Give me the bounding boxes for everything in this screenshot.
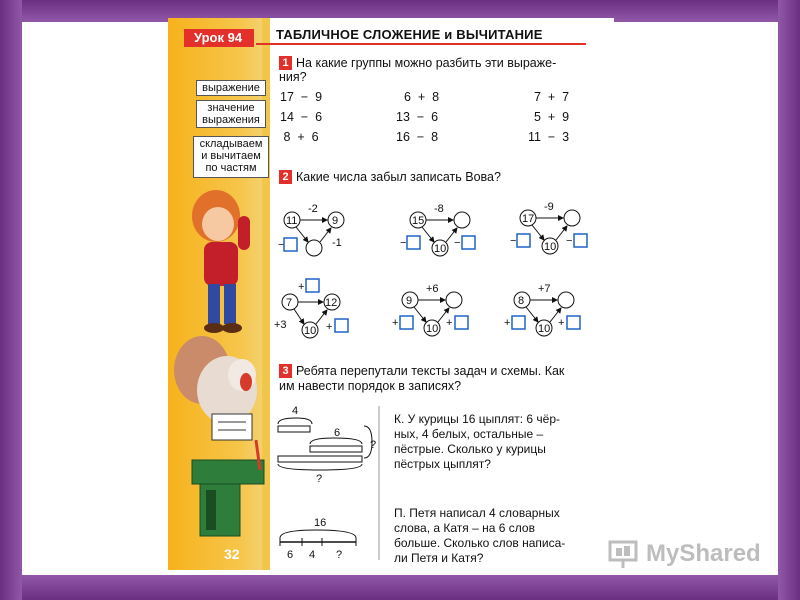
d6-right-box[interactable] [567, 316, 580, 329]
d1-start: 11 [286, 215, 298, 227]
schema2-total: 16 [314, 517, 327, 529]
legend-value [196, 100, 266, 128]
expr-3-3: 11 − 3 [528, 130, 570, 144]
d4-right: + [326, 321, 333, 333]
expr-3-1: 8 + 6 [280, 130, 319, 144]
diagram-1 [278, 203, 344, 256]
watermark-text: MyShared [646, 540, 761, 567]
d4-left: +3 [274, 319, 287, 331]
d4-end: 12 [325, 297, 338, 309]
task2-number: 2 [279, 170, 292, 184]
schema1-side: ? [370, 439, 377, 451]
expr-1-3: 7 + 7 [534, 90, 570, 104]
d2-left-box[interactable] [407, 236, 420, 249]
d1-end: 9 [332, 215, 339, 227]
task2-diagrams [270, 190, 610, 350]
slide-frame-bottom [0, 575, 800, 600]
task3-question-line2: им навести порядок в записях? [279, 379, 462, 393]
d5-left-box[interactable] [400, 316, 413, 329]
problem-p-line1: П. Петя написал 4 словарных [394, 506, 560, 520]
diagram-5 [392, 283, 468, 336]
diagram-3 [510, 201, 587, 254]
expr-1-1: 17 − 9 [280, 90, 323, 104]
task1-number: 1 [279, 56, 292, 70]
schema-1 [278, 405, 376, 485]
lesson-badge: Урок 94 [184, 29, 254, 47]
task1-question-line2: ния? [279, 70, 307, 84]
task3-number: 3 [279, 364, 292, 378]
slide-frame-right [778, 0, 800, 600]
problem-k [394, 412, 560, 472]
d3-bottom: 10 [544, 241, 557, 253]
d4-right-box[interactable] [335, 319, 348, 332]
d1-left: − [278, 239, 285, 251]
d5-top: +6 [426, 283, 439, 295]
d6-bottom: 10 [538, 323, 551, 335]
d4-start: 7 [286, 297, 293, 309]
d1-left-box[interactable] [284, 238, 297, 251]
d5-bottom: 10 [426, 323, 439, 335]
expr-2-1: 14 − 6 [280, 110, 323, 124]
legend-value-line1: значение [207, 102, 255, 114]
turkey-illustration [172, 330, 272, 450]
legend-expression-label: выражение [202, 82, 260, 94]
d3-right-box[interactable] [574, 234, 587, 247]
problem-k-line4: пёстрых цыплят? [394, 457, 491, 471]
problem-p-line2: слова, а Катя – на 6 слов [394, 521, 535, 535]
task3-schemes [272, 400, 384, 570]
problem-k-line2: ных, 4 белых, остальные – [394, 427, 544, 441]
d5-right: + [446, 317, 453, 329]
diagram-2 [400, 203, 475, 256]
diagram-4 [274, 279, 348, 338]
books-illustration [186, 440, 276, 540]
d6-start: 8 [518, 295, 525, 307]
problem-p-line4: ли Петя и Катя? [394, 551, 484, 565]
d6-right: + [558, 317, 565, 329]
d6-top: +7 [538, 283, 551, 295]
watermark-logo-icon [606, 538, 642, 570]
d6-left: + [504, 317, 511, 329]
d5-right-box[interactable] [455, 316, 468, 329]
diagram-6 [504, 283, 580, 336]
schema1-total: ? [316, 473, 323, 485]
d2-bottom: 10 [434, 243, 447, 255]
expr-2-3: 5 + 9 [534, 110, 570, 124]
title-rule [256, 43, 586, 45]
d2-right: − [454, 237, 461, 249]
d2-right-box[interactable] [462, 236, 475, 249]
legend-value-line2: выражения [202, 114, 260, 126]
d3-left: − [510, 235, 517, 247]
expr-2-2: 13 − 6 [396, 110, 439, 124]
schema1-b: 6 [334, 427, 341, 439]
schema1-a: 4 [292, 405, 299, 417]
schema-2 [280, 517, 356, 561]
legend-parts-line2: и вычитаем [201, 150, 261, 162]
page-number: 32 [224, 546, 240, 562]
lesson-title: ТАБЛИЧНОЕ СЛОЖЕНИЕ и ВЫЧИТАНИЕ [276, 27, 543, 42]
legend-expression [196, 80, 266, 96]
problem-p [394, 506, 565, 566]
legend-parts-line1: складываем [199, 138, 263, 150]
legend-parts-line3: по частям [205, 162, 257, 174]
expr-3-2: 16 − 8 [396, 130, 439, 144]
schema2-c: ? [336, 549, 343, 561]
task2-question: Какие числа забыл записать Вова? [296, 170, 501, 184]
d5-start: 9 [406, 295, 413, 307]
legend-parts [193, 136, 269, 178]
boy-illustration [178, 186, 268, 336]
d2-top: -8 [434, 203, 444, 215]
schema2-b: 4 [309, 549, 316, 561]
problem-k-line1: К. У курицы 16 цыплят: 6 чёр- [394, 412, 561, 426]
d1-top: -2 [308, 203, 318, 215]
slide-frame-left [0, 0, 22, 600]
d3-left-box[interactable] [517, 234, 530, 247]
d5-left: + [392, 317, 399, 329]
task3-question-line1: Ребята перепутали тексты задач и схемы. Как [296, 364, 565, 378]
d6-left-box[interactable] [512, 316, 525, 329]
d2-left: − [400, 237, 407, 249]
task1-question-line1: На какие группы можно разбить эти выраже- [296, 56, 557, 70]
d4-top-box[interactable] [306, 279, 319, 292]
problem-k-line3: пёстрые. Сколько у курицы [394, 442, 546, 456]
expr-1-2: 6 + 8 [404, 90, 440, 104]
schema2-a: 6 [287, 549, 294, 561]
d1-right: -1 [332, 237, 342, 249]
d3-right: − [566, 235, 573, 247]
d4-bottom: 10 [304, 325, 317, 337]
d4-top: + [298, 281, 305, 293]
d3-top: -9 [544, 201, 554, 213]
d3-start: 17 [522, 213, 535, 225]
d2-start: 15 [412, 215, 425, 227]
problem-p-line3: больше. Сколько слов написа- [394, 536, 566, 550]
